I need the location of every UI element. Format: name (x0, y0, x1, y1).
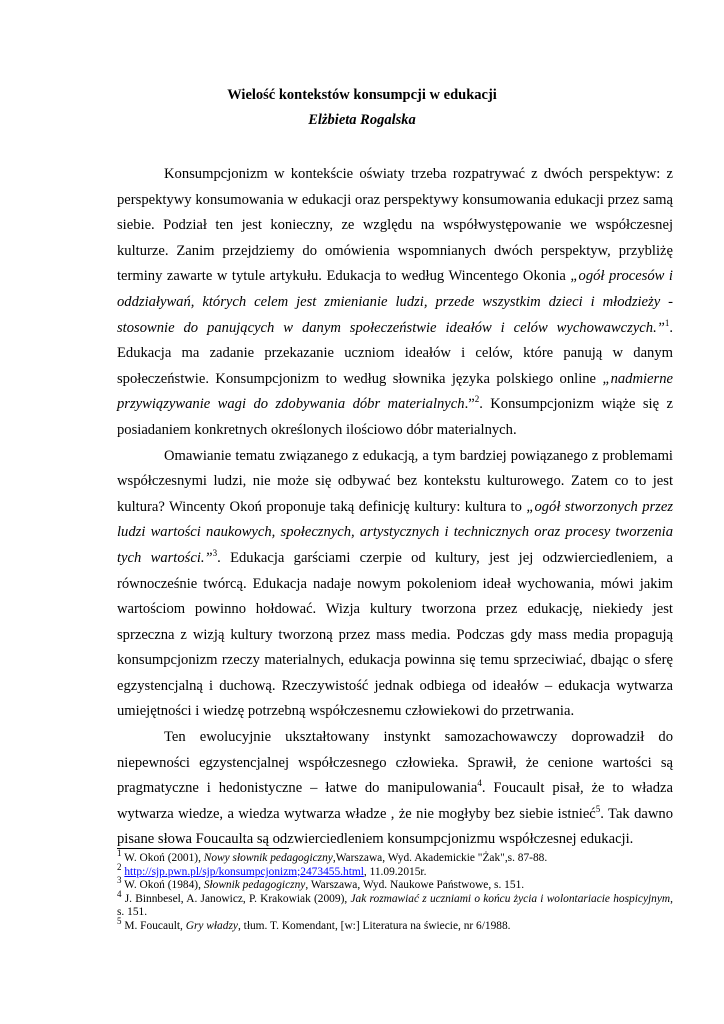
footnote-text: , Warszawa, Wyd. Naukowe Państwowe, s. 151. (305, 879, 525, 892)
body-paragraph (117, 444, 673, 726)
quote-text: „nadmierne przywiązywanie wagi do zdobywania dóbr materialnych (117, 370, 673, 413)
footnote-number: 1 (117, 848, 122, 859)
footnote-source-title: Słownik pedagogiczny (203, 879, 306, 892)
article-title: Wielość kontekstów konsumpcji w edukacji (227, 87, 497, 103)
footnote-text: , tłum. T. Komendant, [w:] Literatura na świecie, nr 6/1988. (237, 919, 511, 932)
author-name: Elżbieta Rogalska (308, 112, 416, 128)
footnote-source-title: Nowy słownik pedagogiczny (203, 852, 333, 864)
paragraph-text: . Konsumpcjonizm wiąże się z posiadaniem konkretnych określonych ilościowo dóbr materialnych. (117, 396, 673, 438)
footnote-number: 4 (117, 888, 122, 899)
footnote-link[interactable]: http://sjp.pwn.pl/sjp/konsumpcjonizm;2473455.html (124, 865, 364, 878)
footnote (117, 888, 673, 920)
footnote-text: M. Foucault, (121, 919, 186, 932)
paragraph-text: .” (464, 396, 475, 413)
body-paragraph (117, 725, 673, 853)
footnote-text: , 11.09.2015r. (363, 865, 427, 878)
footnote (117, 861, 673, 880)
paragraph-text: Konsumpcjonizm w kontekście oświaty trzeba rozpatrywać z dwóch perspektyw: z perspektywy konsumowania w edukacji oraz perspektywy konsumowania edukacji przez samą siebie. Podział ten jest konieczny, ze względu na współwystępowanie we współczesnej kulturze. Zanim przejdziemy do omówienia wspomnianych dwóch perspektyw, przybliżę terminy zawarte w tytule artykułu. Edukacja to według Wincentego Okonia (117, 166, 673, 285)
footnote-number: 5 (117, 916, 122, 927)
paragraph-text: Ten ewolucyjnie ukształtowany instynkt samozachowawczy doprowadził do niepewności egzystencjalnej współczesnego człowieka. Sprawił, że cenione wartości są pragmatyczne i hedonistyczne – łatwe do manipulowania (117, 729, 673, 797)
footnote-text: J. Binnbesel, A. Janowicz, P. Krakowiak (2009), (121, 892, 351, 905)
footnote-ref[interactable]: 1 (664, 317, 670, 328)
footnote-number: 2 (117, 861, 122, 872)
footnote-source-title: Jak rozmawiać z uczniami o końcu życia i wolontariacie hospicyjnym (350, 892, 671, 905)
footnotes (117, 848, 673, 934)
footnote-source-title: Gry władzy (185, 919, 238, 932)
paragraph-text: . Edukacja ma zadanie przekazanie uczniom ideałów i celów, które panują w danym społeczeństwie. Konsumpcjonizm to według słownika języka polskiego online (117, 319, 673, 387)
quote-text: „ogół stworzonych przez ludzi wartości naukowych, społecznych, artystycznych i technicznych oraz procesy tworzenia tych wartości.” (117, 498, 674, 566)
quote-text: „ogół procesów i oddziaływań, których celem jest zmienianie ludzi, przede wszystkim dzieci i młodzieży - stosownie do panujących w danym społeczeństwie ideałów i celów wychowawczych.” (117, 268, 673, 336)
footnote-text: ,Warszawa, Wyd. Akademickie "Żak",s. 87-88. (332, 852, 548, 864)
footnote-text: W. Okoń (1984), (121, 879, 204, 892)
paragraph-text: . Tak dawno pisane słowa Foucaulta są odzwierciedleniem konsumpcjonizmu współczesnej edukacji. (117, 805, 673, 848)
footnote (117, 916, 673, 934)
footnote-separator (117, 848, 289, 849)
footnote (117, 875, 673, 893)
footnote-ref[interactable]: 4 (477, 778, 482, 789)
paragraph-text: . Edukacja garściami czerpie od kultury, jest jej odzwierciedleniem, a równocześnie twórcą. Edukacja nadaje nowym pokoleniom ideał wychowania, mówi jakim wartościom powinno hołdować. Wizja kultury tworzona przez edukację, niekiedy jest sprzeczna z wizją kultury tworzoną przez mass media. Podczas gdy mass media propagują konsumpcjonizm rzeczy materialnych, edukacja powinna się temu sprzeciwiać, dbając o sferę egzystencjalną i duchową. Rzeczywistość jednak odbiega od ideałów – edukacja wytwarza umiejętności i wiedzę potrzebną współczesnemu człowiekowi do przetrwania. (117, 549, 673, 720)
footnote-text: , s. 151. (117, 892, 673, 919)
footnote (117, 848, 673, 866)
paragraph-text: Omawianie tematu związanego z edukacją, a tym bardziej powiązanego z problemami współczesnymi ludzi, nie może się odbywać bez kontekstu kulturowego. Zatem co to jest kultura? Wincenty Okoń proponuje taką definicję kultury: kultura to (117, 447, 673, 515)
footnote-number: 3 (117, 875, 122, 886)
paragraph-text: . Foucault pisał, że to władza wytwarza wiedze, a wiedza wytwarza władze , że nie mogłyby bez siebie istnieć (117, 780, 673, 822)
article-body (117, 162, 673, 853)
footnote-text: W. Okoń (2001), (121, 852, 204, 864)
footnote-ref[interactable]: 3 (212, 548, 218, 559)
body-paragraph (117, 162, 673, 444)
footnote-ref[interactable]: 2 (474, 394, 480, 405)
footnote-ref[interactable]: 5 (595, 803, 601, 814)
